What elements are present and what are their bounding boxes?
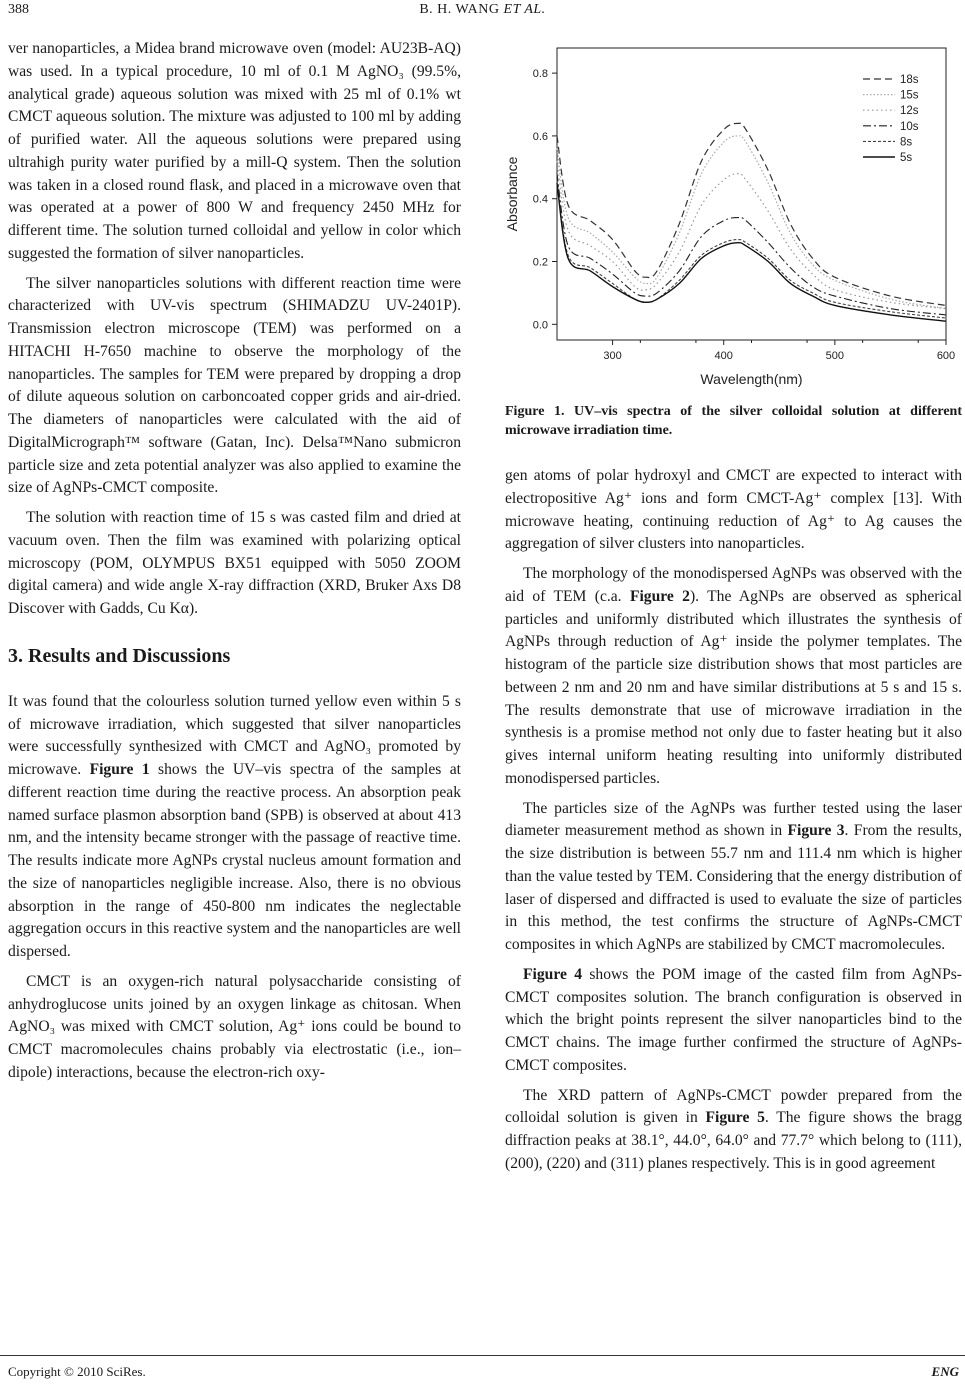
y-axis-label: Absorbance bbox=[504, 156, 520, 232]
paragraph: The silver nanoparticles solutions with different reaction time were characterized with UV-vis spectrum (SHIMADZU UV-2401P). Transmission electron microscope (TEM) was performed on a HITACHI H-7650 machine to observe the morphology of the nanoparticles. The samples for TEM were prepared by dropping a drop of dilute aqueous solution on carboncoated copper grids and air-dried. The diameters of nanoparticles were calculated with the aid of DigitalMicrograph™ software (Gatan, Inc). Delsa™Nano submicron particle size and zeta potential analyzer was also applied to examine the size of AgNPs-CMCT composite. bbox=[8, 274, 461, 497]
figure-1 bbox=[500, 38, 962, 398]
y-tick-label: 0.0 bbox=[532, 319, 548, 332]
legend-label: 5s bbox=[900, 152, 913, 164]
series-line-15s bbox=[557, 136, 946, 309]
running-head bbox=[0, 2, 965, 18]
paragraph bbox=[505, 798, 962, 957]
series-line-5s bbox=[557, 183, 946, 321]
legend-label: 15s bbox=[900, 89, 919, 102]
paragraph bbox=[8, 691, 461, 964]
series-line-12s bbox=[557, 161, 946, 309]
y-tick-label: 0.2 bbox=[532, 256, 548, 269]
page-number: 388 bbox=[8, 2, 29, 17]
paragraph-text: The XRD pattern of AgNPs-CMCT powder prepared from the colloidal solution is given in bbox=[505, 1086, 962, 1127]
paragraph bbox=[505, 964, 962, 1078]
paragraph-text: . The figure shows the bragg diffraction peaks at 38.1°, 44.0°, 64.0° and 77.7° which belong to (111), (200), (220) and (311) planes respectively. This is in good agreement bbox=[505, 1109, 962, 1172]
right-column bbox=[505, 465, 962, 1176]
figure-reference[interactable]: Figure 5 bbox=[705, 1109, 765, 1127]
running-head-authors: B. H. WANG bbox=[419, 2, 504, 17]
paragraph: ver nanoparticles, a Midea brand microwave oven (model: AU23B-AQ) was used. In a typical procedure, 10 ml of 0.1 M AgNO₃ (99.5%, analytical grade) aqueous solution was mixed with 25 ml of 0.1% wt CMCT aqueous solution. The mixture was adjusted to 100 ml by adding of purified water. All the aqueous solutions were prepared using ultrahigh purity water purified by a mill-Q system. Then the solution was taken in a closed round flask, and placed in a microwave oven that was operated at a power of 800 W and frequency 2450 MHz for different time. The solution turned colloidal and yellow in color which suggested the formation of silver nanoparticles. bbox=[8, 40, 461, 262]
section-title: 3. Results and Discussions bbox=[8, 644, 231, 667]
paragraph-text: shows the UV–vis spectra of the samples at different reaction time during the reactive process. An absorption peak named surface plasmon absorption band (SPB) is observed at about 413 nm, and the intensity became stronger with the passage of reactive time. The results indicate more AgNPs crystal nucleus amount formation and the size of nanoparticles negligible increase. Also, there is no obvious absorption in the range of 450-800 nm indicates the neglectable aggregation occurs in this reactive system and the nanoparticles are well dispersed. bbox=[8, 761, 461, 960]
paragraph bbox=[505, 563, 962, 791]
x-tick-label: 500 bbox=[825, 350, 845, 362]
paragraph-text: . From the results, the size distribution is between 55.7 nm and 111.4 nm which is higher than the value tested by TEM. Considering that the energy distribution of laser of dispersed and diffracted is used to evaluate the size of particles in this method, the test confirms the structure of AgNPs-CMCT composites in which AgNPs are stabilized by CMCT macromolecules. bbox=[505, 822, 962, 953]
legend-label: 8s bbox=[900, 136, 913, 149]
series-line-18s bbox=[557, 120, 946, 305]
y-tick-label: 0.6 bbox=[532, 130, 548, 143]
figure-reference[interactable]: Figure 1 bbox=[89, 761, 150, 778]
footer-journal: ENG bbox=[931, 1364, 959, 1379]
legend-label: 12s bbox=[900, 105, 919, 118]
paragraph-text: ). The AgNPs are observed as spherical particles and uniformly distributed which illustrates the synthesis of AgNPs through reduction of Ag⁺ inside the polymer templates. The histogram of the particle size distribution shows that most particles are between 2 nm and 20 nm and have similar distributions at 5 s and 15 s. The results demonstrate that use of microwave irradiation in the synthesis is a promise method not only due to faster heating but it also gives internal uniform heating resulting into uniformly distributed monodispersed particles. bbox=[505, 587, 962, 787]
y-tick-label: 0.4 bbox=[532, 193, 548, 206]
paragraph: CMCT is an oxygen-rich natural polysaccharide consisting of anhydroglucose units joined by an oxygen linkage as chitosan. When AgNO₃ was mixed with CMCT solution, Ag⁺ ions could be bound to CMCT macromolecules chains probably via electrostatic (i.e., ion–dipole) interactions, because the electron-rich oxy- bbox=[8, 972, 461, 1081]
y-tick-label: 0.8 bbox=[532, 68, 548, 81]
figure-reference[interactable]: Figure 3 bbox=[787, 822, 845, 840]
figure-caption: Figure 1. UV–vis spectra of the silver colloidal solution at different microwave irradiation time. bbox=[505, 404, 962, 438]
footer-rule bbox=[0, 1355, 965, 1356]
series-line-10s bbox=[557, 174, 946, 315]
paragraph-text: The particles size of the AgNPs was further tested using the laser diameter measurement method as shown in bbox=[505, 799, 962, 840]
legend-label: 10s bbox=[900, 120, 919, 133]
figure-reference[interactable]: Figure 4 bbox=[523, 965, 583, 983]
paragraph bbox=[505, 1085, 962, 1176]
paragraph: gen atoms of polar hydroxyl and CMCT are expected to interact with electropositive Ag⁺ ions and form CMCT-Ag⁺ complex [13]. With microwave heating, continuing reduction of Ag⁺ to Ag causes the aggregation of silver clusters into nanoparticles. bbox=[505, 467, 962, 553]
x-tick-label: 600 bbox=[936, 350, 956, 362]
left-column bbox=[8, 38, 461, 1085]
paragraph-text: The morphology of the monodispersed AgNPs was observed with the aid of TEM (c.a. bbox=[505, 565, 962, 605]
x-tick-label: 400 bbox=[714, 350, 733, 362]
paragraph: The solution with reaction time of 15 s was casted film and dried at vacuum oven. Then the film was examined with polarizing optical microscopy (POM, OLYMPUS BX51 equipped with 5050 ZOOM digital camera) and wide angle X-ray diffraction (XRD, Bruker Axs D8 Discover with Gadds, Cu Kα). bbox=[8, 509, 461, 617]
figure-reference[interactable]: Figure 2 bbox=[629, 587, 690, 605]
footer-copyright: Copyright © 2010 SciRes. bbox=[8, 1364, 146, 1379]
x-axis-label: Wavelength(nm) bbox=[700, 371, 803, 387]
running-head-et-al: ET AL. bbox=[503, 2, 546, 17]
paragraph-text: It was found that the colourless solution turned yellow even within 5 s of microwave irradiation, which suggested that silver nanoparticles were successfully synthesized with CMCT and AgNO₃ promoted by microwave. bbox=[8, 692, 461, 778]
paragraph-text: shows the POM image of the casted film from AgNPs-CMCT composites solution. The branch configuration is observed in which the bright points represent the silver nanoparticles bind to the CMCT chains. The image further confirmed the structure of AgNPs-CMCT composites. bbox=[505, 965, 962, 1074]
uv-vis-chart bbox=[500, 38, 962, 398]
x-tick-label: 300 bbox=[603, 350, 622, 362]
plot-frame bbox=[557, 48, 946, 340]
legend-label: 18s bbox=[900, 74, 919, 86]
